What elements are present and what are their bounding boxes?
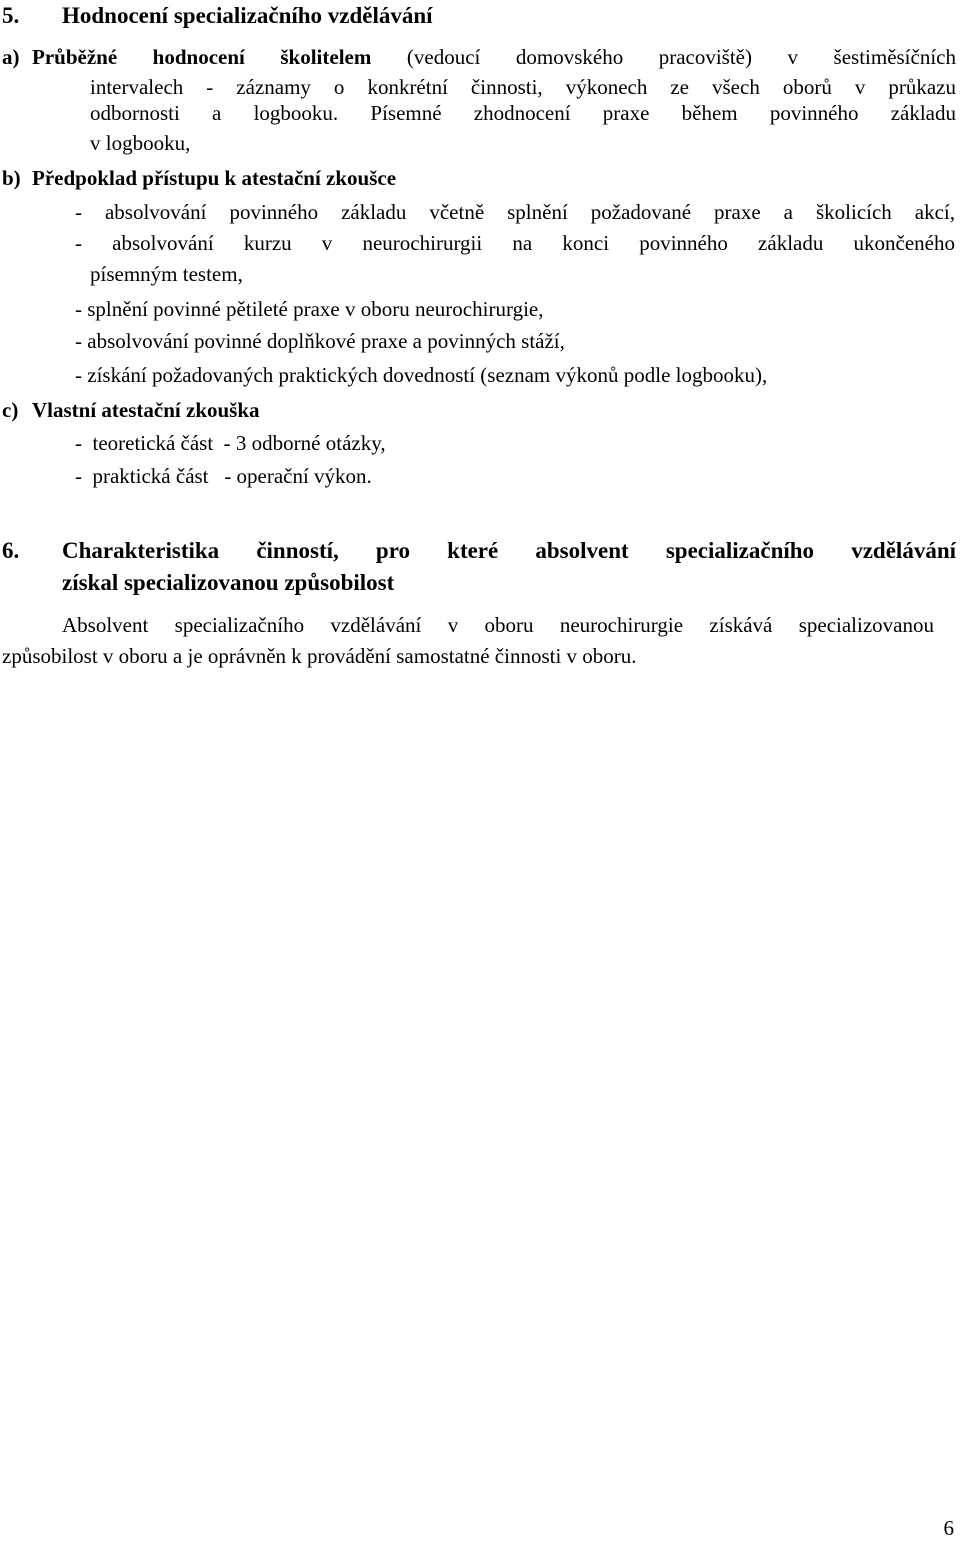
item-a-marker: a)	[2, 45, 20, 69]
item-a-line-4: v logbooku,	[90, 131, 191, 155]
section-5-number: 5.	[2, 3, 20, 28]
item-b-bullet-4: - absolvování povinné doplňkové praxe a povinných stáží,	[75, 329, 565, 353]
item-b-bullet-2-cont: písemným testem,	[90, 262, 243, 286]
section-6-number: 6.	[2, 538, 20, 563]
item-a-bold-label: Průběžné hodnocení školitelem	[32, 45, 372, 69]
item-c-title: Vlastní atestační zkouška	[32, 398, 260, 422]
item-b-bullet-1: - absolvování povinného základu včetně splnění požadované praxe a školicích akcí,	[75, 200, 955, 224]
item-c-bullet-1: - teoretická část - 3 odborné otázky,	[75, 431, 386, 455]
section-6-title-line-1: Charakteristika činností, pro které absolvent specializačního vzdělávání	[62, 538, 956, 563]
item-b-bullet-3: - splnění povinné pětileté praxe v oboru neurochirurgie,	[75, 297, 544, 321]
item-a-line-3: odbornosti a logbooku. Písemné zhodnocení praxe během povinného základu	[90, 101, 956, 125]
section-5-title: Hodnocení specializačního vzdělávání	[62, 3, 433, 28]
section-6-title-line-2: získal specializovanou způsobilost	[62, 570, 395, 595]
item-b-marker: b)	[2, 166, 21, 190]
section-6-paragraph-line-1: Absolvent specializačního vzdělávání v oboru neurochirurgie získává specializovanou	[62, 613, 934, 637]
item-b-title: Předpoklad přístupu k atestační zkoušce	[32, 166, 397, 190]
item-a-line-2: intervalech - záznamy o konkrétní činnosti, výkonech ze všech oborů v průkazu	[90, 75, 956, 99]
section-6-paragraph-line-2: způsobilost v oboru a je oprávněn k provádění samostatné činnosti v oboru.	[2, 644, 637, 668]
item-b-bullet-5: - získání požadovaných praktických dovedností (seznam výkonů podle logbooku),	[75, 363, 768, 387]
item-b-bullet-2: - absolvování kurzu v neurochirurgii na konci povinného základu ukončeného	[75, 231, 955, 255]
page-number: 6	[943, 1516, 954, 1540]
item-c-bullet-2: - praktická část - operační výkon.	[75, 464, 372, 488]
item-c-marker: c)	[2, 398, 19, 422]
item-a-line-1-rest: (vedoucí domovského pracoviště) v šestiměsíčních	[406, 45, 956, 69]
item-a-line-1	[32, 42, 956, 73]
